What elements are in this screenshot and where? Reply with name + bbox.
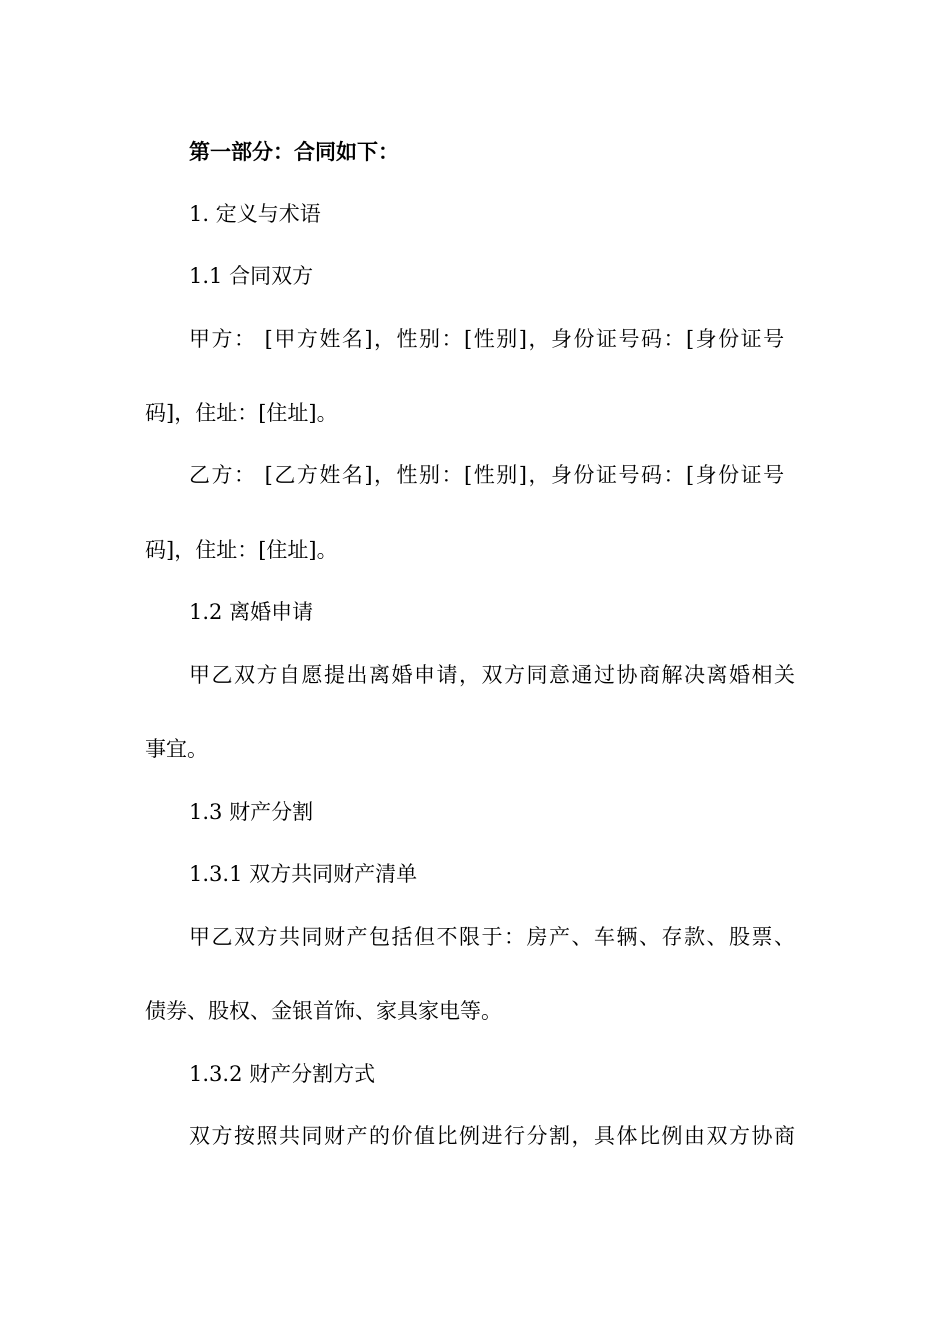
- party-b-line-1: 乙方： [乙方姓名]，性别：[性别]，身份证号码：[身份证号: [189, 463, 786, 487]
- divorce-paragraph-line-2: 事宜。: [145, 737, 208, 761]
- clause-title-1: 1. 定义与术语: [189, 202, 321, 226]
- property-paragraph-line-2: 债券、股权、金银首饰、家具家电等。: [145, 999, 502, 1023]
- clause-title-1-3-1: 1.3.1 双方共同财产清单: [189, 862, 418, 886]
- party-a-line-2: 码]，住址：[住址]。: [145, 401, 338, 425]
- clause-title-1-1: 1.1 合同双方: [189, 264, 314, 288]
- clause-title-1-2: 1.2 离婚申请: [189, 600, 314, 624]
- party-b-line-2: 码]，住址：[住址]。: [145, 538, 338, 562]
- property-paragraph-line-1: 甲乙双方共同财产包括但不限于：房产、车辆、存款、股票、: [189, 925, 797, 949]
- divorce-paragraph-line-1: 甲乙双方自愿提出离婚申请，双方同意通过协商解决离婚相关: [189, 663, 797, 687]
- division-paragraph-line-1: 双方按照共同财产的价值比例进行分割，具体比例由双方协商: [189, 1124, 797, 1148]
- section-heading: 第一部分：合同如下：: [189, 140, 399, 164]
- clause-title-1-3: 1.3 财产分割: [189, 800, 314, 824]
- party-a-line-1: 甲方： [甲方姓名]，性别：[性别]，身份证号码：[身份证号: [189, 327, 786, 351]
- clause-title-1-3-2: 1.3.2 财产分割方式: [189, 1062, 376, 1086]
